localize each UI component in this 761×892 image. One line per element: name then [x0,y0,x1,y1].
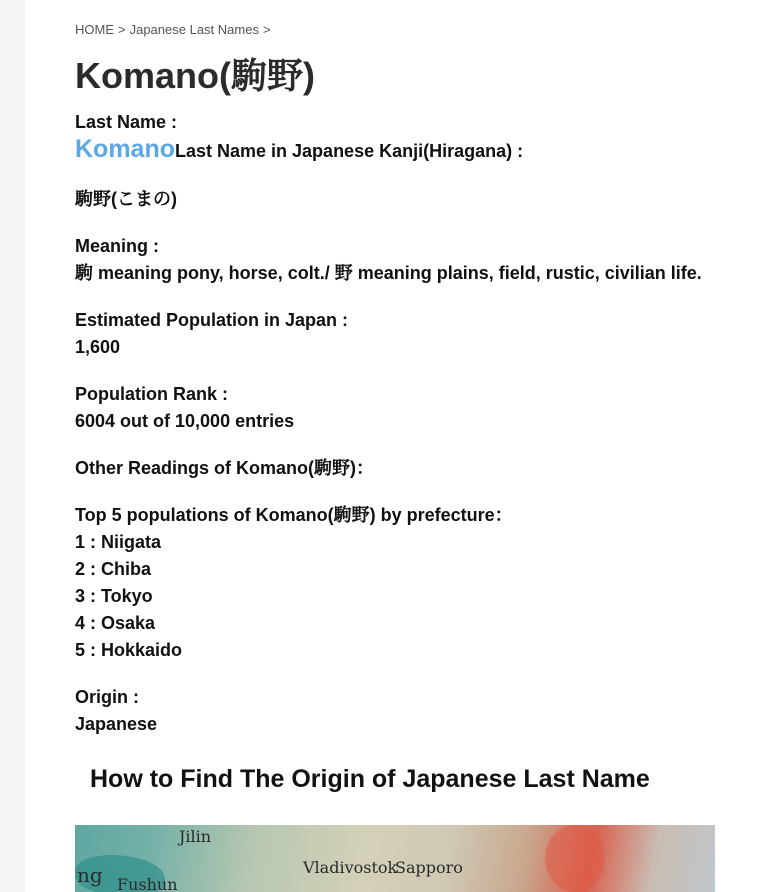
map-label: Jilin [179,827,212,846]
prefecture-item: 1 : Niigata [75,532,162,552]
breadcrumb [75,22,275,37]
section-heading: How to Find The Origin of Japanese Last Name [90,765,650,793]
last-name-value: Komano [75,135,175,163]
breadcrumb-section-link[interactable]: Japanese Last Names [129,22,259,37]
meaning-value: 駒 meaning pony, horse, colt./ 野 meaning plains, field, rustic, civilian life. [75,263,702,283]
left-gutter [0,0,25,892]
prefecture-item: 4 : Osaka [75,613,156,633]
rank-label: Population Rank : [75,384,228,404]
last-name-row [75,136,523,165]
page-title: Komano(駒野) [75,55,315,96]
map-label: Sapporo [395,858,463,877]
map-photo [75,825,715,892]
breadcrumb-home-link[interactable]: HOME [75,22,114,37]
kanji-label: Last Name in Japanese Kanji(Hiragana) : [175,141,524,161]
map-highlight-region [545,825,605,892]
breadcrumb-separator: > [118,22,126,37]
population-value: 1,600 [75,337,121,357]
origin-value: Japanese [75,714,158,734]
prefectures-label: Top 5 populations of Komano(駒野) by prefecture： [75,505,513,525]
origin-label: Origin : [75,687,139,707]
rank-value: 6004 out of 10,000 entries [75,411,295,431]
prefecture-item: 5 : Hokkaido [75,640,183,660]
map-label: ng [77,863,103,887]
population-label: Estimated Population in Japan : [75,310,349,330]
prefecture-item: 3 : Tokyo [75,586,153,606]
other-readings-label: Other Readings of Komano(駒野)： [75,458,375,478]
map-label: Fushun [117,875,178,892]
last-name-label: Last Name : [75,112,178,132]
map-label: Vladivostok [303,858,398,877]
meaning-label: Meaning : [75,236,159,256]
breadcrumb-separator: > [262,22,271,37]
kanji-value: 駒野(こまの) [75,189,177,209]
prefecture-item: 2 : Chiba [75,559,152,579]
